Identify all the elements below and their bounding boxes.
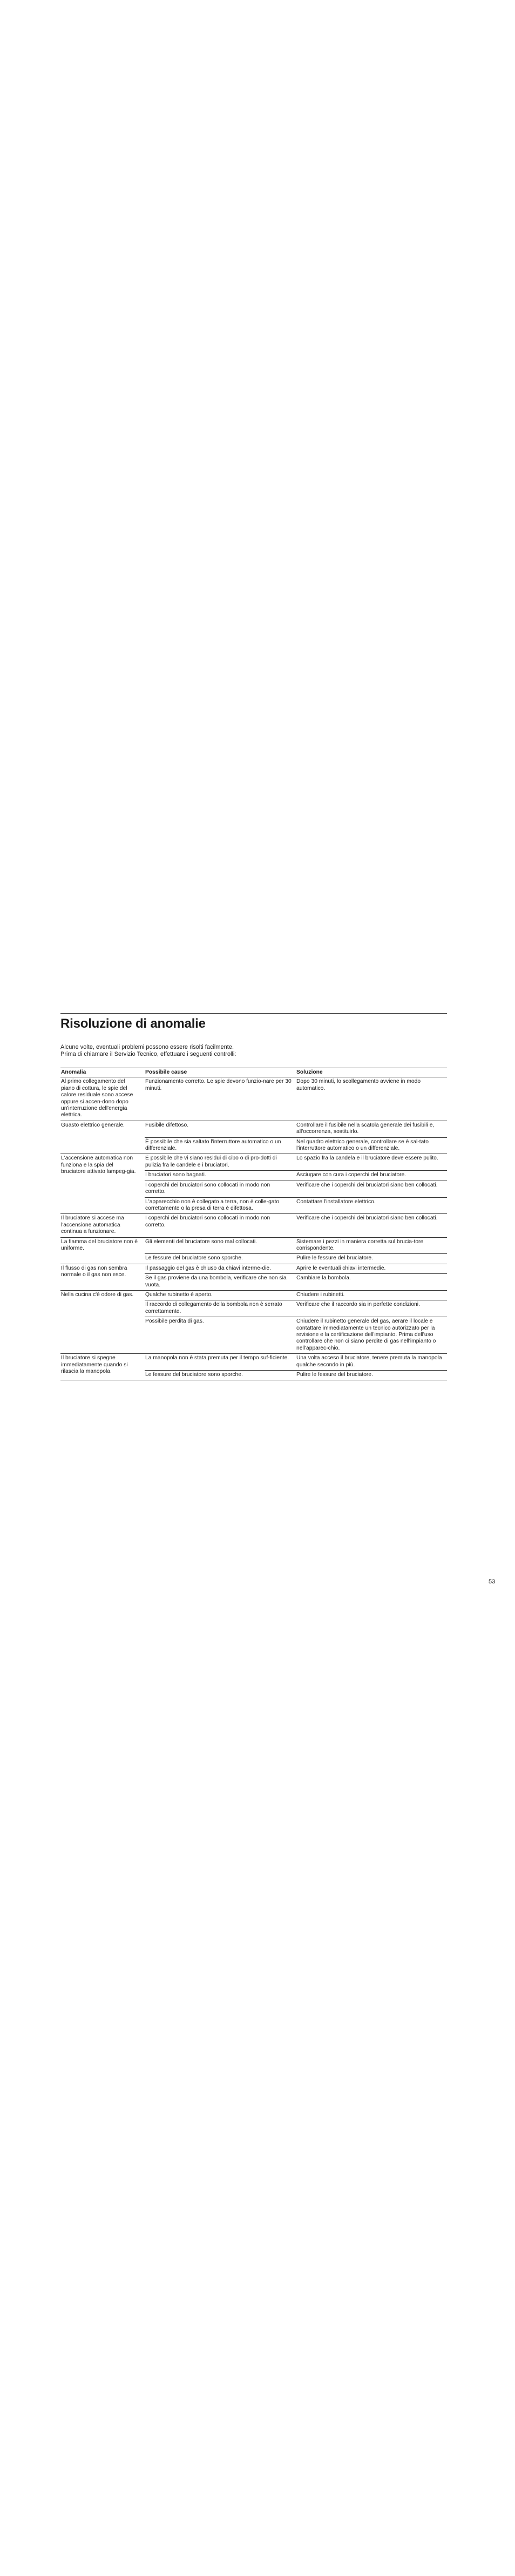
cause-cell: Gli elementi del bruciatore sono mal collocati. <box>145 1237 296 1254</box>
cause-cell: Fusibile difettoso. <box>145 1121 296 1137</box>
table-row <box>60 1214 447 1237</box>
anomaly-cell: L'accensione automatica non funziona e la spia del bruciatore attivato lampeg-gia. <box>60 1154 145 1214</box>
section-intro: Alcune volte, eventuali problemi possono essere risolti facilmente. Prima di chiamare il Servizio Tecnico, effettuare i seguenti controlli: <box>60 1044 236 1057</box>
cause-cell: L'apparecchio non è collegato a terra, non è colle-gato correttamente o la presa di terra è difettosa. <box>145 1197 296 1214</box>
anomaly-cell: Guasto elettrico generale. <box>60 1121 145 1154</box>
column-header-solution: Soluzione <box>296 1068 447 1077</box>
cause-cell: La manopola non è stata premuta per il tempo suf-ficiente. <box>145 1354 296 1371</box>
anomaly-cell: Il bruciatore si accese ma l'accensione automatica continua a funzionare. <box>60 1214 145 1237</box>
column-header-cause: Possibile cause <box>145 1068 296 1077</box>
solution-cell: Asciugare con cura i coperchi del bruciatore. <box>296 1171 447 1181</box>
anomaly-cell: La fiamma del bruciatore non è uniforme. <box>60 1237 145 1264</box>
cause-cell: I bruciatori sono bagnati. <box>145 1171 296 1181</box>
cause-cell: È possibile che sia saltato l'interruttore automatico o un differenziale. <box>145 1137 296 1154</box>
page-number: 53 <box>489 1579 496 1585</box>
cause-cell: È possibile che vi siano residui di cibo o di pro-dotti di pulizia fra le candele e i bruciatori. <box>145 1154 296 1171</box>
anomaly-cell: Il flusso di gas non sembra normale o il gas non esce. <box>60 1264 145 1290</box>
cause-cell: I coperchi dei bruciatori sono collocati in modo non corretto. <box>145 1181 296 1197</box>
table-row <box>60 1237 447 1254</box>
section-top-rule <box>60 1013 447 1014</box>
table-row <box>60 1154 447 1171</box>
table-body <box>60 1077 447 1380</box>
solution-cell: Verificare che i coperchi dei bruciatori siano ben collocati. <box>296 1181 447 1197</box>
solution-cell: Pulire le fessure del bruciatore. <box>296 1254 447 1264</box>
cause-cell: Il raccordo di collegamento della bombola non è serrato correttamente. <box>145 1300 296 1317</box>
cause-cell: Le fessure del bruciatore sono sporche. <box>145 1254 296 1264</box>
cause-cell: Se il gas proviene da una bombola, verificare che non sia vuota. <box>145 1274 296 1291</box>
solution-cell: Chiudere il rubinetto generale del gas, aerare il locale e contattare immediatamente un tecnico autorizzato per la revisione e la certificazione dell'impianto. Prima dell'uso controllare che non ci siano perdite di gas nell'impianto o nell'apparec-chio. <box>296 1317 447 1354</box>
solution-cell: Aprire le eventuali chiavi intermedie. <box>296 1264 447 1273</box>
solution-cell: Contattare l'installatore elettrico. <box>296 1197 447 1214</box>
table-row <box>60 1077 447 1121</box>
solution-cell: Dopo 30 minuti, lo scollegamento avviene in modo automatico. <box>296 1077 447 1121</box>
anomaly-cell: Nella cucina c'è odore di gas. <box>60 1290 145 1353</box>
table-row <box>60 1121 447 1137</box>
solution-cell: Lo spazio fra la candela e il bruciatore deve essere pulito. <box>296 1154 447 1171</box>
table-row <box>60 1290 447 1300</box>
section-title: Risoluzione di anomalie <box>60 1016 206 1031</box>
solution-cell: Verificare che i coperchi dei bruciatori siano ben collocati. <box>296 1214 447 1237</box>
solution-cell: Cambiare la bombola. <box>296 1274 447 1291</box>
solution-cell: Verificare che il raccordo sia in perfette condizioni. <box>296 1300 447 1317</box>
cause-cell: Possibile perdita di gas. <box>145 1317 296 1354</box>
troubleshooting-section <box>60 1013 447 1380</box>
anomaly-cell: Al primo collegamento del piano di cottura, le spie del calore residuale sono accese oppure si accen-dono dopo un'interruzione dell'energia elettrica. <box>60 1077 145 1121</box>
cause-cell: Il passaggio del gas è chiuso da chiavi interme-die. <box>145 1264 296 1273</box>
solution-cell: Sistemare i pezzi in maniera corretta sul brucia-tore corrispondente. <box>296 1237 447 1254</box>
table-row <box>60 1264 447 1273</box>
table-header-row <box>60 1068 447 1077</box>
table-row <box>60 1354 447 1371</box>
solution-cell: Una volta acceso il bruciatore, tenere premuta la manopola qualche secondo in più. <box>296 1354 447 1371</box>
solution-cell: Chiudere i rubinetti. <box>296 1290 447 1300</box>
anomaly-cell: Il bruciatore si spegne immediatamente quando si rilascia la manopola. <box>60 1354 145 1380</box>
solution-cell: Controllare il fusibile nella scatola generale dei fusibili e, all'occorrenza, sostituirlo. <box>296 1121 447 1137</box>
cause-cell: I coperchi dei bruciatori sono collocati in modo non corretto. <box>145 1214 296 1237</box>
cause-cell: Qualche rubinetto è aperto. <box>145 1290 296 1300</box>
solution-cell: Pulire le fessure del bruciatore. <box>296 1371 447 1380</box>
cause-cell: Le fessure del bruciatore sono sporche. <box>145 1371 296 1380</box>
cause-cell: Funzionamento corretto. Le spie devono funzio-nare per 30 minuti. <box>145 1077 296 1121</box>
column-header-anomaly: Anomalia <box>60 1068 145 1077</box>
troubleshooting-table <box>60 1068 447 1380</box>
solution-cell: Nel quadro elettrico generale, controllare se è sal-tato l'interruttore automatico o un differenziale. <box>296 1137 447 1154</box>
